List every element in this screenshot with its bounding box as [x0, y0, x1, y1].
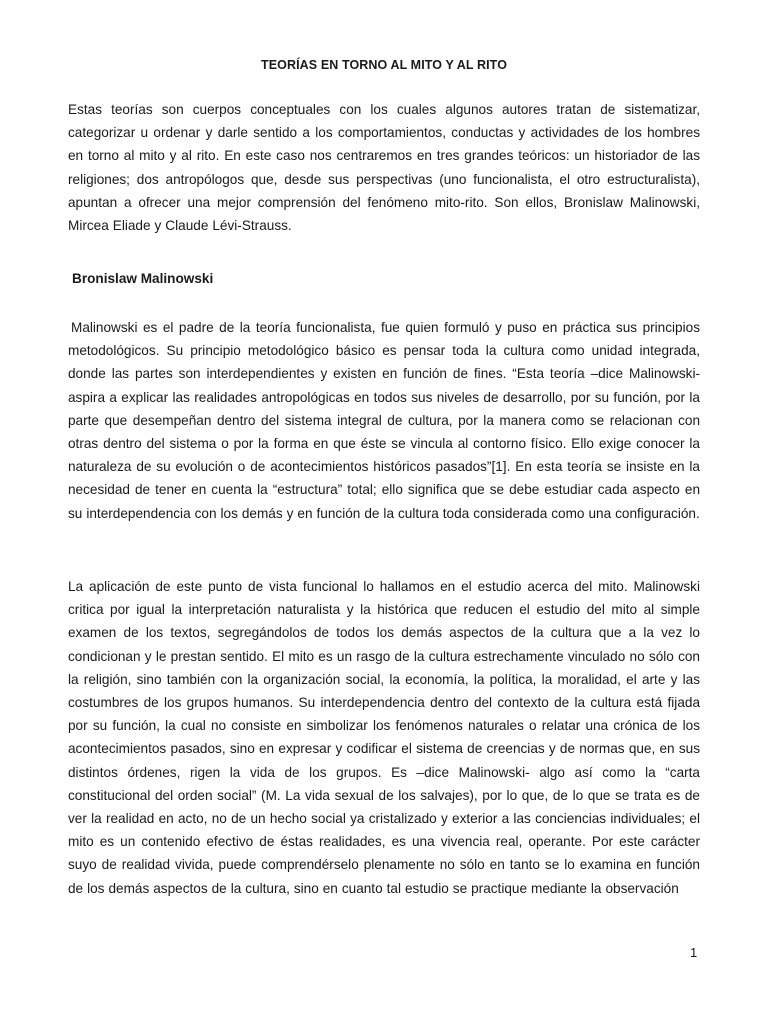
- page-number: 1: [690, 945, 698, 960]
- body-paragraph-2: La aplicación de este punto de vista funcional lo hallamos en el estudio acerca del mito. Malinowski critica por igual la interpretación naturalista y la histórica que reducen el estudio del mito al simple examen de los textos, segregándolos de todos los demás aspectos de la cultura que a la vez lo condicionan y le prestan sentido. El mito es un rasgo de la cultura estrechamente vinculado no sólo con la religión, sino también con la organización social, la economía, la política, la moralidad, el arte y las costumbres de los grupos humanos. Su interdependencia dentro del contexto de la cultura está fijada por su función, la cual no consiste en simbolizar los fenómenos naturales o relatar una crónica de los acontecimientos pasados, sino en expresar y codificar el sistema de creencias y de normas que, en sus distintos órdenes, rigen la vida de los grupos. Es –dice Malinowski- algo así como la “carta constitucional del orden social” (M. La vida sexual de los salvajes), por lo que, de lo que se trata es de ver la realidad en acto, no de un hecho social ya cristalizado y exterior a las conciencias individuales; el mito es un contenido efectivo de éstas realidades, es una vivencia real, operante. Por este carácter suyo de realidad vivida, puede comprendérselo plenamente no sólo en tanto se lo examina en función de los demás aspectos de la cultura, sino en cuanto tal estudio se practique mediante la observación: [68, 579, 700, 896]
- body-paragraph-1: Malinowski es el padre de la teoría funcionalista, fue quien formuló y puso en práctica sus principios metodológicos. Su principio metodológico básico es pensar toda la cultura como unidad integrada, donde las partes son interdependientes y existen en función de fines. “Esta teoría –dice Malinowski- aspira a explicar las realidades antropológicas en todos sus niveles de desarrollo, por su función, por la parte que desempeñan dentro del sistema integral de cultura, por la manera como se relacionan con otras dentro del sistema o por la forma en que éste se vincula al contorno físico. Ello exige conocer la naturaleza de su evolución o de acontecimientos históricos pasados”[1]. En esta teoría se insiste en la necesidad de tener en cuenta la “estructura” total; ello significa que se debe estudiar cada aspecto en su interdependencia con los demás y en función de la cultura toda considerada como una configuración.: [68, 320, 700, 521]
- section-heading: Bronislaw Malinowski: [72, 271, 214, 286]
- intro-paragraph: Estas teorías son cuerpos conceptuales con los cuales algunos autores tratan de sistematizar, categorizar u ordenar y darle sentido a los comportamientos, conductas y actividades de los hombres en torno al mito y al rito. En este caso nos centraremos en tres grandes teóricos: un historiador de las religiones; dos antropólogos que, desde sus perspectivas (uno funcionalista, el otro estructuralista), apuntan a ofrecer una mejor comprensión del fenómeno mito-rito. Son ellos, Bronislaw Malinowski, Mircea Eliade y Claude Lévi-Strauss.: [68, 102, 700, 234]
- document-title: TEORÍAS EN TORNO AL MITO Y AL RITO: [260, 58, 508, 72]
